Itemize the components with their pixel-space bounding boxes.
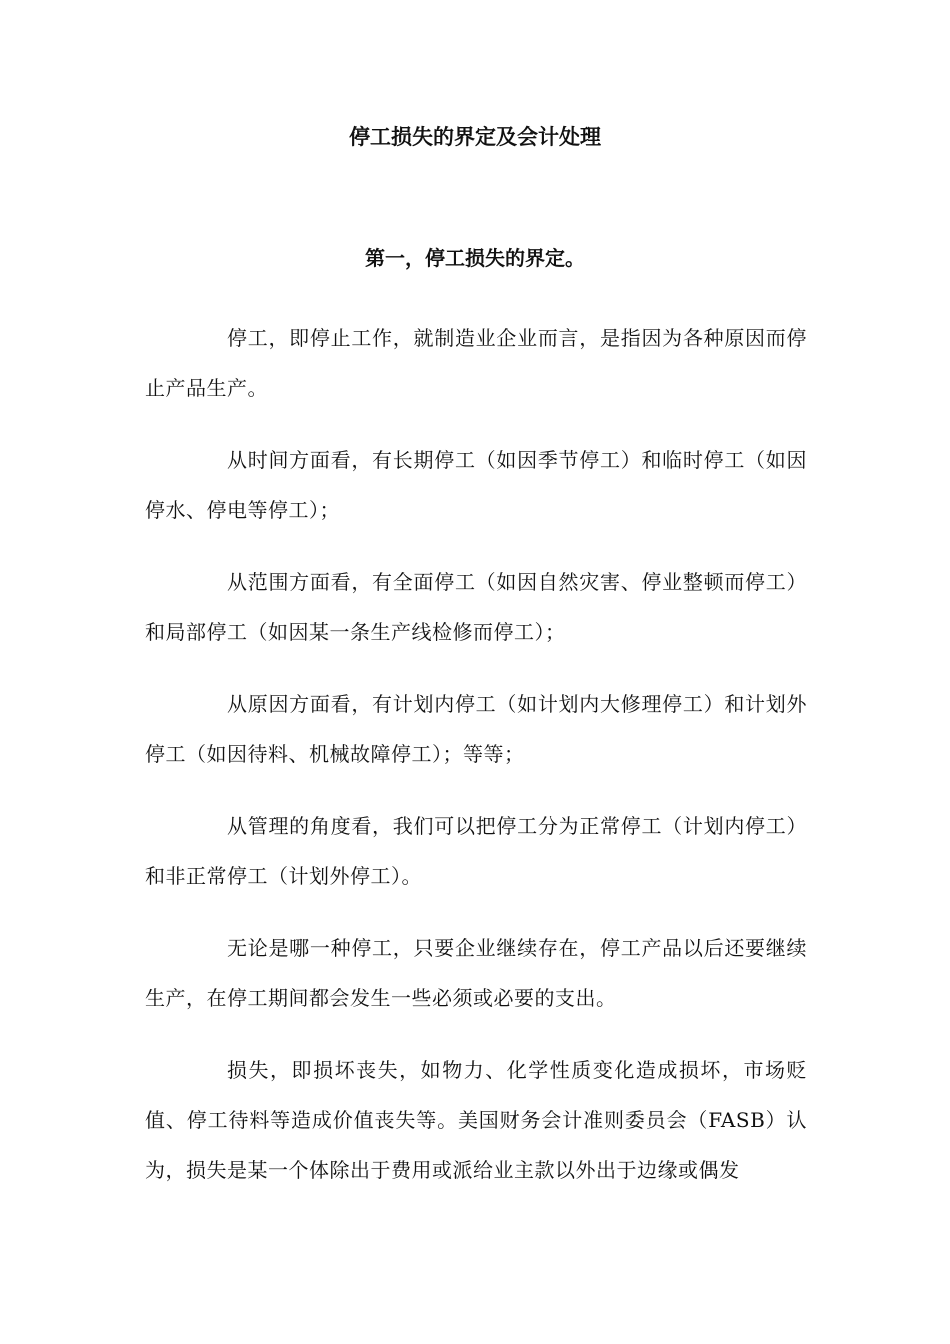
document-title: 停工损失的界定及会计处理 <box>349 125 601 149</box>
paragraph-4: 从原因方面看，有计划内停工（如计划内大修理停工）和计划外停工（如因待料、机械故障停工）；等等； <box>145 692 807 766</box>
paragraph-2: 从时间方面看，有长期停工（如因季节停工）和临时停工（如因停水、停电等停工）； <box>145 448 807 522</box>
document-body <box>145 313 807 1217</box>
section-heading: 第一，停工损失的界定。 <box>365 246 585 270</box>
paragraph-5: 从管理的角度看，我们可以把停工分为正常停工（计划内停工）和非正常停工（计划外停工）。 <box>145 814 807 888</box>
paragraph-3: 从范围方面看，有全面停工（如因自然灾害、停业整顿而停工）和局部停工（如因某一条生产线检修而停工）； <box>145 570 807 644</box>
paragraph-7: 损失，即损坏丧失，如物力、化学性质变化造成损坏，市场贬值、停工待料等造成价值丧失等。美国财务会计准则委员会（FASB）认为，损失是某一个体除出于费用或派给业主款以外出于边缘或偶发 <box>145 1058 807 1182</box>
paragraph-6: 无论是哪一种停工，只要企业继续存在，停工产品以后还要继续生产，在停工期间都会发生一些必须或必要的支出。 <box>145 936 807 1010</box>
paragraph-1: 停工，即停止工作，就制造业企业而言，是指因为各种原因而停止产品生产。 <box>145 326 807 400</box>
